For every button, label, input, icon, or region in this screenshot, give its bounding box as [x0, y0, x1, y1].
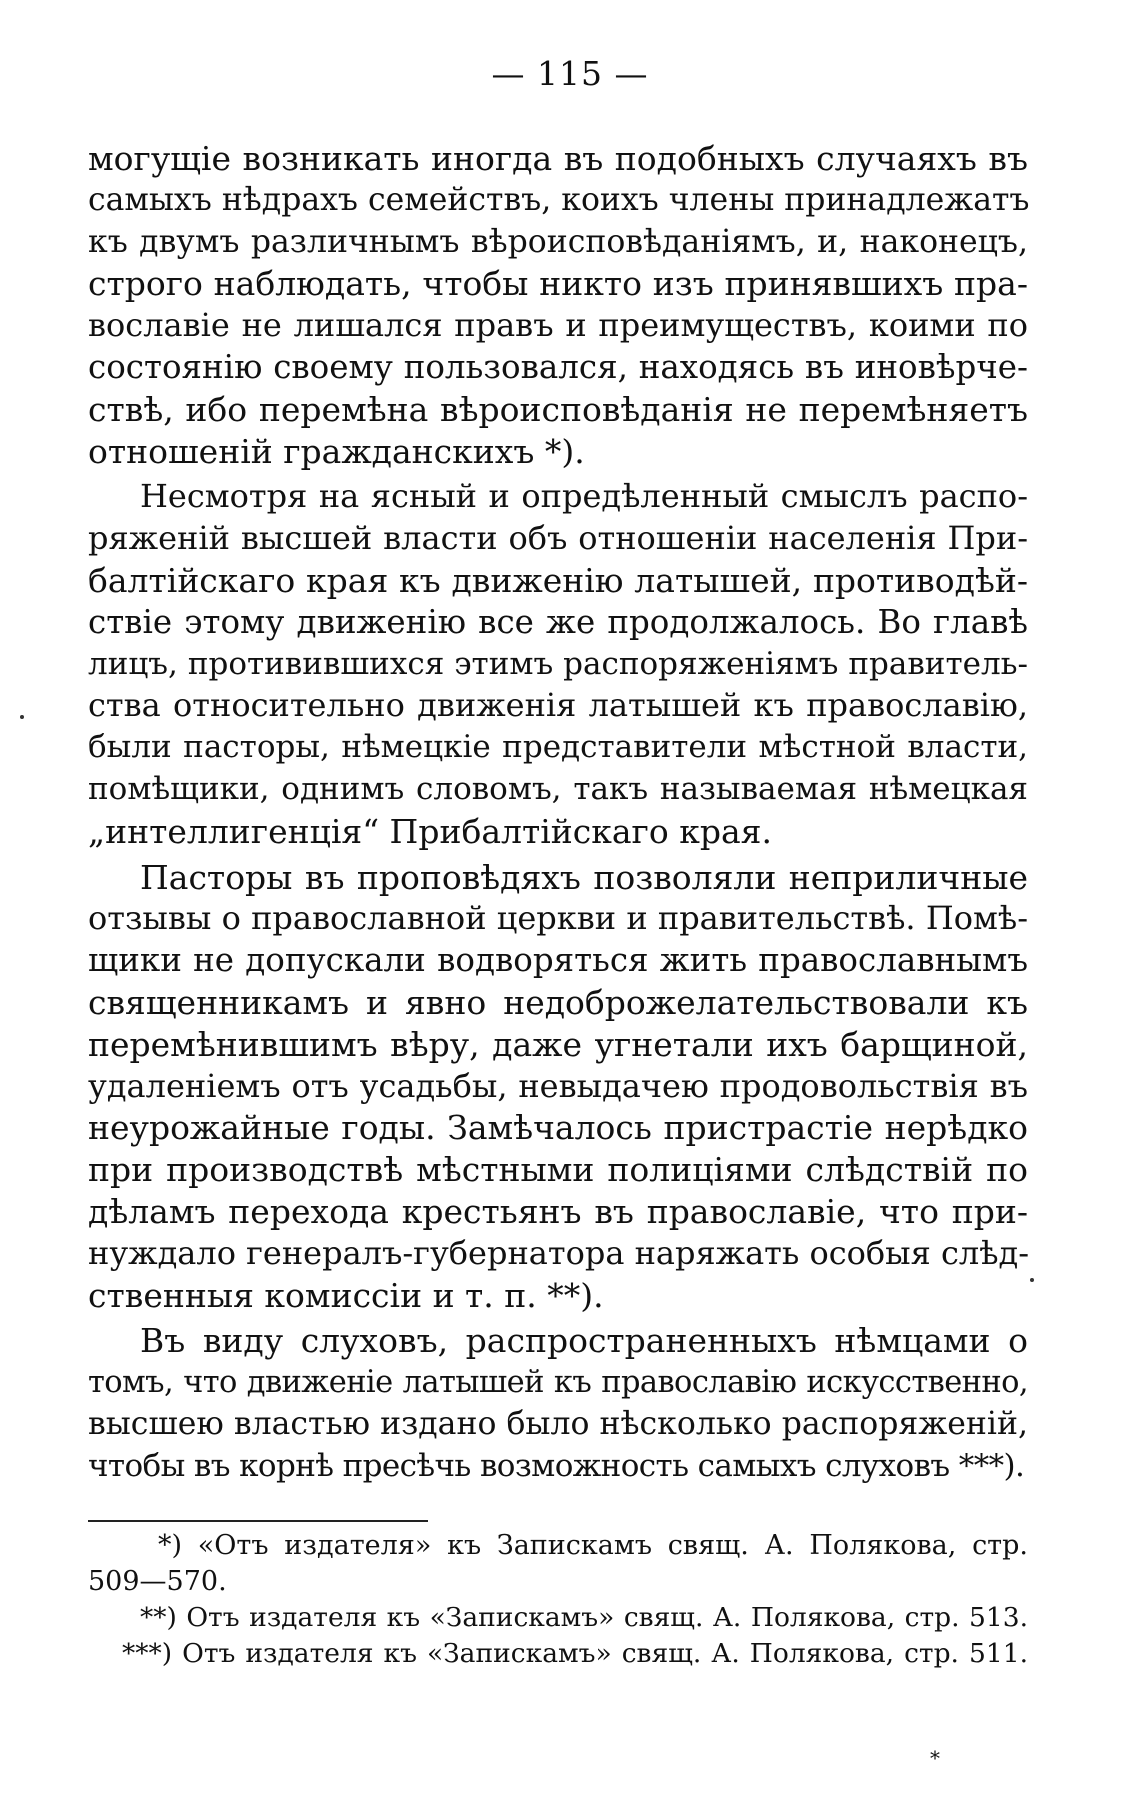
text-line: нуждало генералъ-губернатора наряжать особыя слѣд-: [88, 1233, 1030, 1272]
text-line: перемѣнившимъ вѣру, даже угнетали ихъ барщиной,: [88, 1024, 1028, 1064]
paragraph-3: [88, 857, 1028, 1317]
text-line: ряженій высшей власти объ отношеніи населенія При-: [88, 519, 1028, 558]
text-line: состоянію своему пользовался, находясь въ иновѣрче-: [88, 347, 1028, 386]
text-line: помѣщики, однимъ словомъ, такъ называемая нѣмецкая: [88, 770, 1028, 807]
paragraph-2: [88, 476, 1028, 852]
text-line: дѣламъ перехода крестьянъ въ православіе, что при-: [88, 1191, 1028, 1231]
paragraph-1: [88, 138, 1028, 472]
text-line: священникамъ и явно недоброжелательствовали къ: [88, 982, 1028, 1022]
body-text: [88, 138, 1028, 1488]
text-line: были пасторы, нѣмецкіе представители мѣстной власти,: [88, 729, 1028, 766]
text-line: строго наблюдать, чтобы никто изъ принявшихъ пра-: [88, 264, 1028, 304]
text-line: къ двумъ различнымъ вѣроисповѣданіямъ, и, наконецъ,: [88, 223, 1028, 260]
footnote-3: ***) Отъ издателя къ «Запискамъ» свящ. А. Полякова, стр. 511.: [122, 1638, 1028, 1669]
text-line: ствіе этому движенію все же продолжалось. Во главѣ: [88, 602, 1028, 641]
text-line: томъ, что движеніе латышей къ православію искусственно,: [88, 1365, 1028, 1401]
text-line: при производствѣ мѣстными полиціями слѣдствій по: [88, 1150, 1028, 1190]
page-number: — 115 —: [491, 54, 649, 93]
footnote-divider: [88, 1520, 428, 1522]
footnotes: [88, 1528, 1028, 1672]
text-line: самыхъ нѣдрахъ семействъ, коихъ члены принадлежатъ: [88, 181, 1030, 218]
text-line: вославіе не лишался правъ и преимуществъ, коими по: [88, 306, 1028, 345]
text-line: „интеллигенція“ Прибалтійскаго края.: [88, 811, 772, 851]
text-line: балтійскаго края къ движенію латышей, противодѣй-: [88, 560, 1028, 600]
text-line: Въ виду слуховъ, распространенныхъ нѣмцами о: [140, 1321, 1028, 1361]
margin-speck: [1030, 1278, 1034, 1282]
text-line: Пасторы въ проповѣдяхъ позволяли неприличные: [140, 857, 1028, 897]
text-line: высшею властью издано было нѣсколько распоряженій,: [88, 1405, 1028, 1442]
text-line: отзывы о православной церкви и правительствѣ. Помѣ-: [88, 899, 1028, 938]
text-line: ственныя комиссіи и т. п. **).: [88, 1275, 604, 1315]
text-line: чтобы въ корнѣ пресѣчь возможность самыхъ слуховъ ***).: [88, 1447, 1025, 1484]
footnote-1: *) «Отъ издателя» къ Запискамъ свящ. А. Полякова, стр.: [158, 1530, 1028, 1561]
margin-speck: [20, 715, 24, 719]
text-line: ствѣ, ибо перемѣна вѣроисповѣданія не перемѣняетъ: [88, 389, 1028, 429]
printer-signature-mark: *: [930, 1746, 940, 1770]
text-line: могущіе возникать иногда въ подобныхъ случаяхъ въ: [88, 139, 1028, 178]
text-line: удаленіемъ отъ усадьбы, невыдачею продовольствія въ: [88, 1066, 1028, 1105]
text-line: отношеній гражданскихъ *).: [88, 431, 585, 471]
text-line: Несмотря на ясный и опредѣленный смыслъ распо-: [140, 477, 1028, 516]
text-line: щики не допускали водворяться жить православнымъ: [88, 941, 1028, 980]
text-line: неурожайные годы. Замѣчалось пристрастіе нерѣдко: [88, 1108, 1028, 1148]
text-line: лицъ, противившихся этимъ распоряженіямъ правитель-: [88, 645, 1028, 682]
footnote-1-continuation: 509—570.: [88, 1566, 227, 1597]
text-line: ства относительно движенія латышей къ православію,: [88, 686, 1028, 725]
footnote-2: **) Отъ издателя къ «Запискамъ» свящ. А. Полякова, стр. 513.: [140, 1602, 1028, 1633]
paragraph-4: [88, 1320, 1028, 1487]
